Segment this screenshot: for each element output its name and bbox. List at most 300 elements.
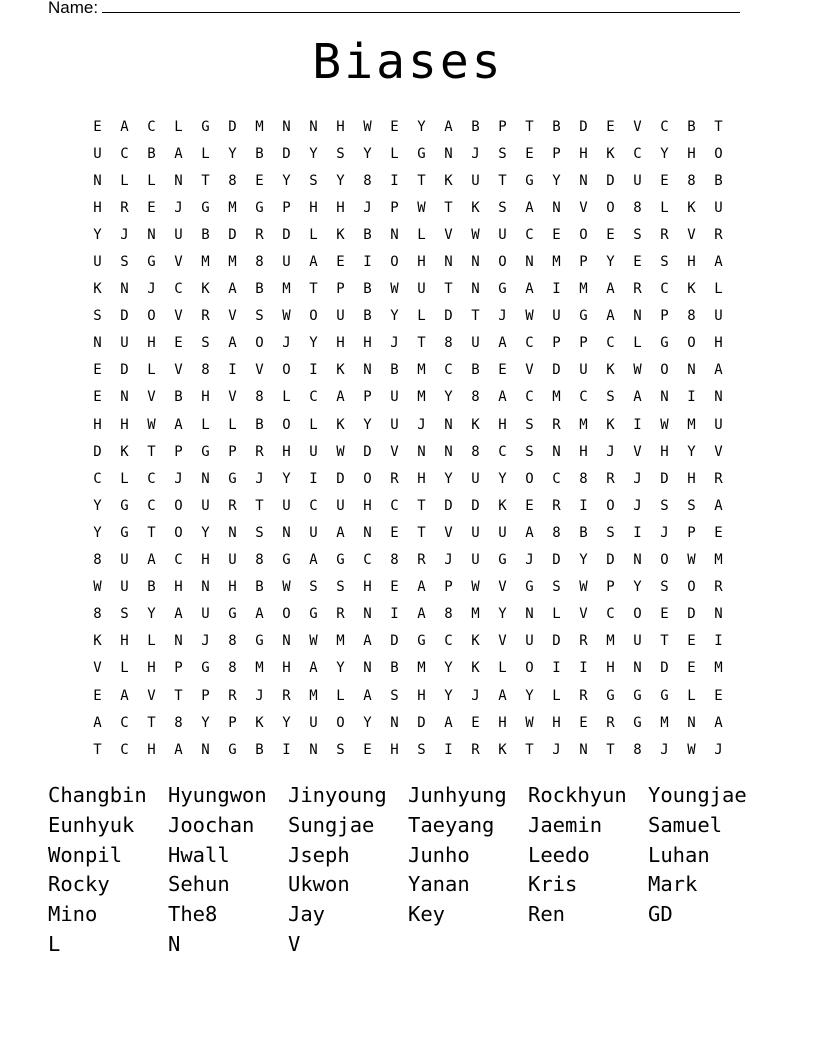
grid-cell: P <box>498 118 507 135</box>
grid-cell: U <box>228 552 237 569</box>
grid-cell: W <box>93 579 102 596</box>
grid-cell: P <box>228 443 237 460</box>
grid-cell: K <box>471 199 480 216</box>
grid-cell: N <box>525 254 534 271</box>
grid-cell: N <box>444 416 453 433</box>
grid-cell: B <box>363 226 372 243</box>
word-bank-item: The8 <box>168 902 218 927</box>
grid-cell: G <box>498 281 507 298</box>
grid-cell: J <box>498 308 507 325</box>
grid-cell: B <box>363 308 372 325</box>
grid-cell: R <box>471 741 480 758</box>
grid-cell: Y <box>552 172 561 189</box>
grid-cell: D <box>228 226 237 243</box>
grid-cell: G <box>336 552 345 569</box>
grid-cell: U <box>714 199 723 216</box>
grid-cell: M <box>687 416 696 433</box>
grid-cell: A <box>174 606 183 623</box>
grid-cell: K <box>93 633 102 650</box>
grid-cell: E <box>606 226 615 243</box>
grid-cell: O <box>363 470 372 487</box>
grid-cell: V <box>633 443 642 460</box>
grid-cell: U <box>471 470 480 487</box>
grid-cell: J <box>147 281 156 298</box>
grid-cell: N <box>309 118 318 135</box>
grid-cell: A <box>633 389 642 406</box>
grid-cell: K <box>498 741 507 758</box>
grid-cell: K <box>606 145 615 162</box>
grid-cell: G <box>660 687 669 704</box>
grid-cell: J <box>633 470 642 487</box>
grid-cell: N <box>363 606 372 623</box>
grid-cell: N <box>282 118 291 135</box>
grid-cell: Y <box>309 335 318 352</box>
word-bank-item: Sungjae <box>288 812 375 837</box>
grid-cell: U <box>525 633 534 650</box>
word-bank <box>48 781 768 960</box>
grid-cell: A <box>444 714 453 731</box>
grid-cell: B <box>714 172 723 189</box>
grid-cell: C <box>120 145 129 162</box>
grid-cell: K <box>336 362 345 379</box>
grid-cell: W <box>471 579 480 596</box>
grid-cell: V <box>174 254 183 271</box>
grid-cell: O <box>525 660 534 677</box>
grid-cell: H <box>363 579 372 596</box>
word-bank-item: Yanan <box>408 872 470 897</box>
grid-cell: L <box>228 416 237 433</box>
grid-cell: E <box>174 335 183 352</box>
grid-cell: D <box>120 362 129 379</box>
grid-cell: H <box>93 199 102 216</box>
grid-cell: J <box>660 524 669 541</box>
grid-cell: N <box>363 660 372 677</box>
grid-cell: R <box>606 470 615 487</box>
grid-cell: J <box>282 335 291 352</box>
grid-cell: T <box>417 524 426 541</box>
grid-cell: G <box>633 687 642 704</box>
grid-cell: L <box>417 308 426 325</box>
grid-cell: 8 <box>255 254 264 271</box>
grid-cell: R <box>120 199 129 216</box>
grid-cell: K <box>336 226 345 243</box>
grid-cell: Y <box>282 172 291 189</box>
grid-cell: S <box>498 145 507 162</box>
grid-cell: L <box>282 389 291 406</box>
grid-cell: K <box>471 416 480 433</box>
word-bank-item: Kris <box>528 872 578 897</box>
grid-cell: L <box>120 470 129 487</box>
word-bank-item: Key <box>408 902 446 927</box>
grid-cell: T <box>714 118 723 135</box>
grid-cell: B <box>255 145 264 162</box>
grid-cell: M <box>228 254 237 271</box>
grid-cell: J <box>390 335 399 352</box>
grid-cell: V <box>147 389 156 406</box>
grid-cell: 8 <box>93 552 102 569</box>
grid-cell: R <box>579 633 588 650</box>
grid-cell: I <box>579 660 588 677</box>
grid-cell: C <box>309 497 318 514</box>
grid-cell: 8 <box>174 714 183 731</box>
grid-cell: 8 <box>444 335 453 352</box>
grid-cell: O <box>309 308 318 325</box>
grid-cell: S <box>525 416 534 433</box>
grid-cell: T <box>147 714 156 731</box>
grid-cell: V <box>498 579 507 596</box>
grid-cell: A <box>714 254 723 271</box>
grid-cell: H <box>417 254 426 271</box>
grid-cell: S <box>606 524 615 541</box>
grid-cell: H <box>363 335 372 352</box>
grid-cell: S <box>336 145 345 162</box>
grid-cell: O <box>282 606 291 623</box>
grid-cell: Y <box>282 714 291 731</box>
grid-cell: T <box>417 335 426 352</box>
grid-cell: O <box>147 308 156 325</box>
grid-cell: R <box>660 226 669 243</box>
grid-cell: S <box>525 443 534 460</box>
grid-cell: A <box>417 579 426 596</box>
grid-cell: W <box>147 416 156 433</box>
grid-cell: N <box>552 443 561 460</box>
grid-cell: W <box>309 633 318 650</box>
grid-cell: E <box>93 687 102 704</box>
grid-cell: B <box>579 524 588 541</box>
grid-cell: S <box>336 741 345 758</box>
grid-cell: Y <box>390 308 399 325</box>
grid-cell: H <box>498 416 507 433</box>
grid-cell: A <box>363 687 372 704</box>
grid-cell: A <box>525 199 534 216</box>
grid-cell: U <box>633 633 642 650</box>
grid-cell: I <box>390 606 399 623</box>
grid-cell: R <box>552 497 561 514</box>
grid-cell: A <box>714 362 723 379</box>
grid-cell: T <box>444 281 453 298</box>
grid-cell: 8 <box>255 552 264 569</box>
grid-cell: R <box>633 281 642 298</box>
grid-cell: T <box>606 741 615 758</box>
grid-cell: J <box>120 226 129 243</box>
grid-cell: 8 <box>633 741 642 758</box>
grid-cell: 8 <box>228 633 237 650</box>
grid-cell: U <box>471 524 480 541</box>
grid-cell: I <box>633 416 642 433</box>
grid-cell: N <box>633 552 642 569</box>
grid-cell: O <box>660 362 669 379</box>
grid-cell: A <box>336 524 345 541</box>
grid-cell: T <box>471 308 480 325</box>
grid-cell: E <box>714 687 723 704</box>
grid-cell: Y <box>498 606 507 623</box>
grid-cell: N <box>201 741 210 758</box>
grid-cell: L <box>390 145 399 162</box>
grid-cell: R <box>714 226 723 243</box>
grid-cell: N <box>471 254 480 271</box>
grid-cell: H <box>552 714 561 731</box>
grid-cell: B <box>390 362 399 379</box>
grid-cell: P <box>579 335 588 352</box>
grid-cell: B <box>255 416 264 433</box>
letter-grid <box>84 113 732 763</box>
grid-cell: N <box>390 226 399 243</box>
grid-cell: J <box>471 145 480 162</box>
grid-cell: U <box>417 281 426 298</box>
grid-cell: O <box>525 470 534 487</box>
grid-cell: L <box>336 687 345 704</box>
grid-cell: R <box>714 579 723 596</box>
grid-cell: I <box>282 741 291 758</box>
grid-cell: B <box>147 579 156 596</box>
grid-cell: L <box>687 687 696 704</box>
grid-cell: 8 <box>201 362 210 379</box>
grid-cell: D <box>444 497 453 514</box>
grid-cell: A <box>714 497 723 514</box>
word-bank-item: Sehun <box>168 872 230 897</box>
grid-cell: N <box>363 524 372 541</box>
grid-cell: E <box>498 362 507 379</box>
grid-cell: 8 <box>687 308 696 325</box>
grid-cell: G <box>201 443 210 460</box>
grid-cell: A <box>417 606 426 623</box>
grid-cell: R <box>336 606 345 623</box>
grid-cell: J <box>552 741 561 758</box>
grid-cell: S <box>336 579 345 596</box>
grid-cell: J <box>255 687 264 704</box>
grid-cell: U <box>471 172 480 189</box>
grid-cell: N <box>120 281 129 298</box>
grid-cell: C <box>660 281 669 298</box>
grid-cell: 8 <box>471 443 480 460</box>
grid-cell: C <box>660 118 669 135</box>
grid-cell: 8 <box>552 524 561 541</box>
grid-cell: R <box>282 687 291 704</box>
grid-cell: M <box>309 687 318 704</box>
grid-cell: N <box>417 443 426 460</box>
grid-cell: U <box>120 335 129 352</box>
grid-cell: W <box>282 579 291 596</box>
grid-cell: G <box>633 714 642 731</box>
grid-cell: H <box>174 579 183 596</box>
grid-cell: R <box>417 552 426 569</box>
grid-cell: H <box>363 497 372 514</box>
grid-cell: K <box>444 172 453 189</box>
grid-cell: R <box>228 497 237 514</box>
grid-cell: R <box>714 470 723 487</box>
grid-cell: Y <box>444 660 453 677</box>
grid-cell: C <box>363 552 372 569</box>
grid-cell: 8 <box>228 172 237 189</box>
grid-cell: U <box>336 497 345 514</box>
grid-cell: L <box>552 687 561 704</box>
grid-cell: B <box>552 118 561 135</box>
grid-cell: N <box>471 281 480 298</box>
grid-cell: Y <box>444 470 453 487</box>
grid-cell: 8 <box>390 552 399 569</box>
grid-cell: B <box>390 660 399 677</box>
grid-cell: A <box>498 687 507 704</box>
grid-cell: S <box>309 579 318 596</box>
grid-cell: H <box>282 443 291 460</box>
grid-cell: E <box>93 118 102 135</box>
grid-cell: H <box>660 443 669 460</box>
grid-cell: W <box>471 226 480 243</box>
grid-cell: G <box>201 118 210 135</box>
grid-cell: A <box>498 389 507 406</box>
grid-cell: H <box>201 552 210 569</box>
grid-cell: S <box>93 308 102 325</box>
grid-cell: U <box>282 497 291 514</box>
grid-cell: L <box>633 335 642 352</box>
grid-cell: G <box>120 524 129 541</box>
grid-cell: N <box>660 389 669 406</box>
grid-cell: J <box>363 199 372 216</box>
grid-cell: H <box>147 660 156 677</box>
grid-cell: A <box>120 118 129 135</box>
grid-cell: G <box>525 579 534 596</box>
grid-cell: C <box>174 552 183 569</box>
grid-cell: E <box>687 633 696 650</box>
grid-cell: O <box>282 416 291 433</box>
grid-cell: H <box>606 660 615 677</box>
grid-cell: O <box>714 145 723 162</box>
grid-cell: E <box>525 145 534 162</box>
grid-cell: B <box>687 118 696 135</box>
grid-cell: V <box>444 524 453 541</box>
grid-cell: A <box>525 281 534 298</box>
grid-cell: S <box>120 606 129 623</box>
grid-cell: Y <box>498 470 507 487</box>
grid-cell: J <box>255 470 264 487</box>
grid-cell: C <box>606 335 615 352</box>
grid-cell: H <box>336 335 345 352</box>
grid-cell: H <box>120 633 129 650</box>
grid-cell: V <box>93 660 102 677</box>
grid-cell: N <box>282 524 291 541</box>
grid-cell: C <box>174 281 183 298</box>
grid-cell: M <box>282 281 291 298</box>
grid-cell: G <box>228 606 237 623</box>
grid-cell: Y <box>579 552 588 569</box>
grid-cell: A <box>147 552 156 569</box>
grid-cell: H <box>579 443 588 460</box>
grid-cell: T <box>525 118 534 135</box>
grid-cell: 8 <box>255 389 264 406</box>
grid-cell: Y <box>93 524 102 541</box>
grid-cell: Y <box>363 714 372 731</box>
grid-cell: M <box>552 389 561 406</box>
grid-cell: G <box>201 199 210 216</box>
word-bank-item: Rocky <box>48 872 110 897</box>
grid-cell: I <box>579 497 588 514</box>
grid-cell: C <box>498 443 507 460</box>
grid-cell: G <box>147 254 156 271</box>
grid-cell: B <box>363 281 372 298</box>
grid-cell: H <box>336 118 345 135</box>
grid-cell: P <box>363 389 372 406</box>
grid-cell: M <box>255 118 264 135</box>
grid-cell: W <box>633 362 642 379</box>
grid-cell: D <box>687 606 696 623</box>
grid-cell: C <box>309 389 318 406</box>
grid-cell: P <box>687 524 696 541</box>
grid-cell: M <box>579 416 588 433</box>
grid-cell: A <box>174 145 183 162</box>
grid-cell: L <box>201 416 210 433</box>
grid-cell: M <box>417 362 426 379</box>
grid-cell: S <box>660 254 669 271</box>
grid-cell: D <box>336 470 345 487</box>
grid-cell: E <box>579 714 588 731</box>
grid-cell: Y <box>309 145 318 162</box>
grid-cell: N <box>687 362 696 379</box>
grid-cell: L <box>660 199 669 216</box>
grid-cell: Y <box>525 687 534 704</box>
grid-cell: S <box>255 524 264 541</box>
grid-cell: W <box>687 741 696 758</box>
grid-cell: J <box>417 416 426 433</box>
grid-cell: W <box>687 552 696 569</box>
grid-cell: S <box>606 389 615 406</box>
grid-cell: U <box>471 552 480 569</box>
grid-cell: Y <box>228 145 237 162</box>
grid-cell: T <box>174 687 183 704</box>
grid-cell: N <box>147 226 156 243</box>
grid-cell: N <box>714 606 723 623</box>
grid-cell: P <box>174 660 183 677</box>
grid-cell: M <box>471 606 480 623</box>
grid-cell: W <box>579 579 588 596</box>
grid-cell: C <box>579 389 588 406</box>
grid-cell: N <box>201 470 210 487</box>
grid-cell: Y <box>606 254 615 271</box>
grid-cell: A <box>714 714 723 731</box>
grid-cell: N <box>174 172 183 189</box>
grid-cell: Y <box>363 145 372 162</box>
grid-cell: L <box>120 660 129 677</box>
grid-cell: O <box>498 254 507 271</box>
grid-cell: S <box>390 687 399 704</box>
grid-cell: J <box>606 443 615 460</box>
grid-cell: M <box>606 633 615 650</box>
grid-cell: T <box>525 741 534 758</box>
grid-cell: U <box>309 524 318 541</box>
grid-cell: L <box>174 118 183 135</box>
grid-cell: J <box>201 633 210 650</box>
grid-cell: V <box>174 362 183 379</box>
word-bank-item: Hwall <box>168 842 230 867</box>
grid-cell: T <box>417 497 426 514</box>
grid-cell: K <box>687 199 696 216</box>
word-bank-item: Mark <box>648 872 698 897</box>
grid-cell: H <box>687 254 696 271</box>
grid-cell: G <box>120 497 129 514</box>
word-bank-item: GD <box>648 902 673 927</box>
grid-cell: U <box>309 443 318 460</box>
grid-cell: S <box>255 308 264 325</box>
name-blank-line <box>102 0 740 13</box>
grid-cell: D <box>606 552 615 569</box>
grid-cell: 8 <box>471 389 480 406</box>
word-bank-item: L <box>48 931 61 956</box>
grid-cell: Y <box>660 145 669 162</box>
grid-cell: G <box>498 552 507 569</box>
grid-cell: 8 <box>687 172 696 189</box>
word-bank-item: Junhyung <box>408 783 507 807</box>
grid-cell: V <box>147 687 156 704</box>
grid-cell: E <box>525 497 534 514</box>
